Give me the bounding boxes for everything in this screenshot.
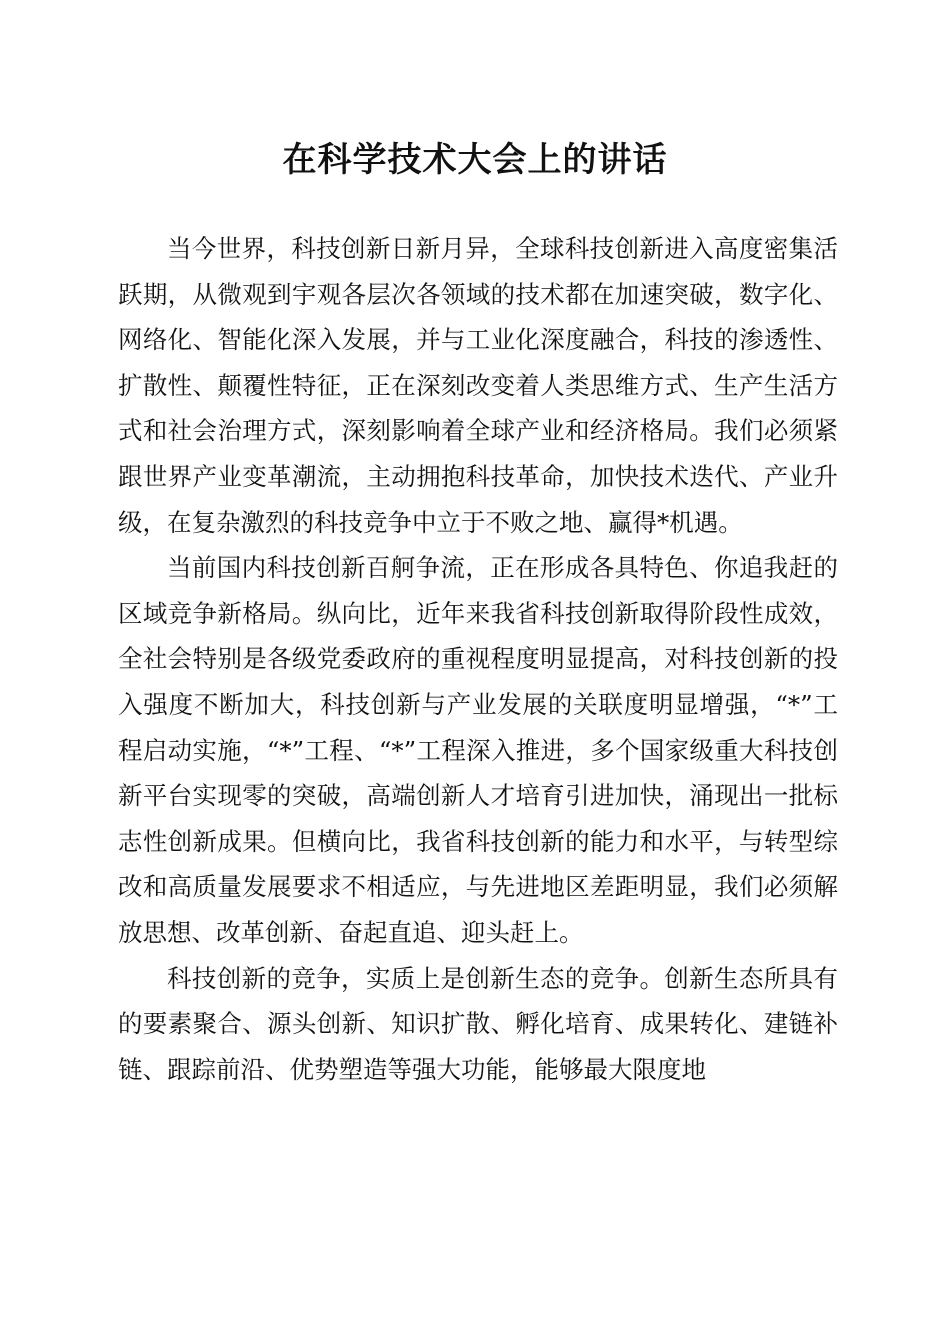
- document-title: 在科学技术大会上的讲话: [282, 140, 668, 180]
- paragraph-3: 科技创新的竞争，实质上是创新生态的竞争。创新生态所具有的要素聚合、源头创新、知识扩散、孵化培育、成果转化、建链补链、跟踪前沿、优势塑造等强大功能，能够最大限度地: [118, 963, 838, 1084]
- paragraph-2: 当前国内科技创新百舸争流，正在形成各具特色、你追我赶的区域竞争新格局。纵向比，近年来我省科技创新取得阶段性成效，全社会特别是各级党委政府的重视程度明显提高，对科技创新的投入强度不断加大，科技创新与产业发展的关联度明显增强，“*”工程启动实施，“*”工程、“*”工程深入推进，多个国家级重大科技创新平台实现零的突破，高端创新人才培育引进加快，涌现出一批标志性创新成果。但横向比，我省科技创新的能力和水平，与转型综改和高质量发展要求不相适应，与先进地区差距明显，我们必须解放思想、改革创新、奋起直追、迎头赶上。: [118, 553, 838, 947]
- paragraph-1: 当今世界，科技创新日新月异，全球科技创新进入高度密集活跃期，从微观到宇观各层次各领域的技术都在加速突破，数字化、网络化、智能化深入发展，并与工业化深度融合，科技的渗透性、扩散性、颠覆性特征，正在深刻改变着人类思维方式、生产生活方式和社会治理方式，深刻影响着全球产业和经济格局。我们必须紧跟世界产业变革潮流，主动拥抱科技革命，加快技术迭代、产业升级，在复杂激烈的科技竞争中立于不败之地、赢得*机遇。: [118, 234, 838, 537]
- document-body: [118, 226, 838, 1092]
